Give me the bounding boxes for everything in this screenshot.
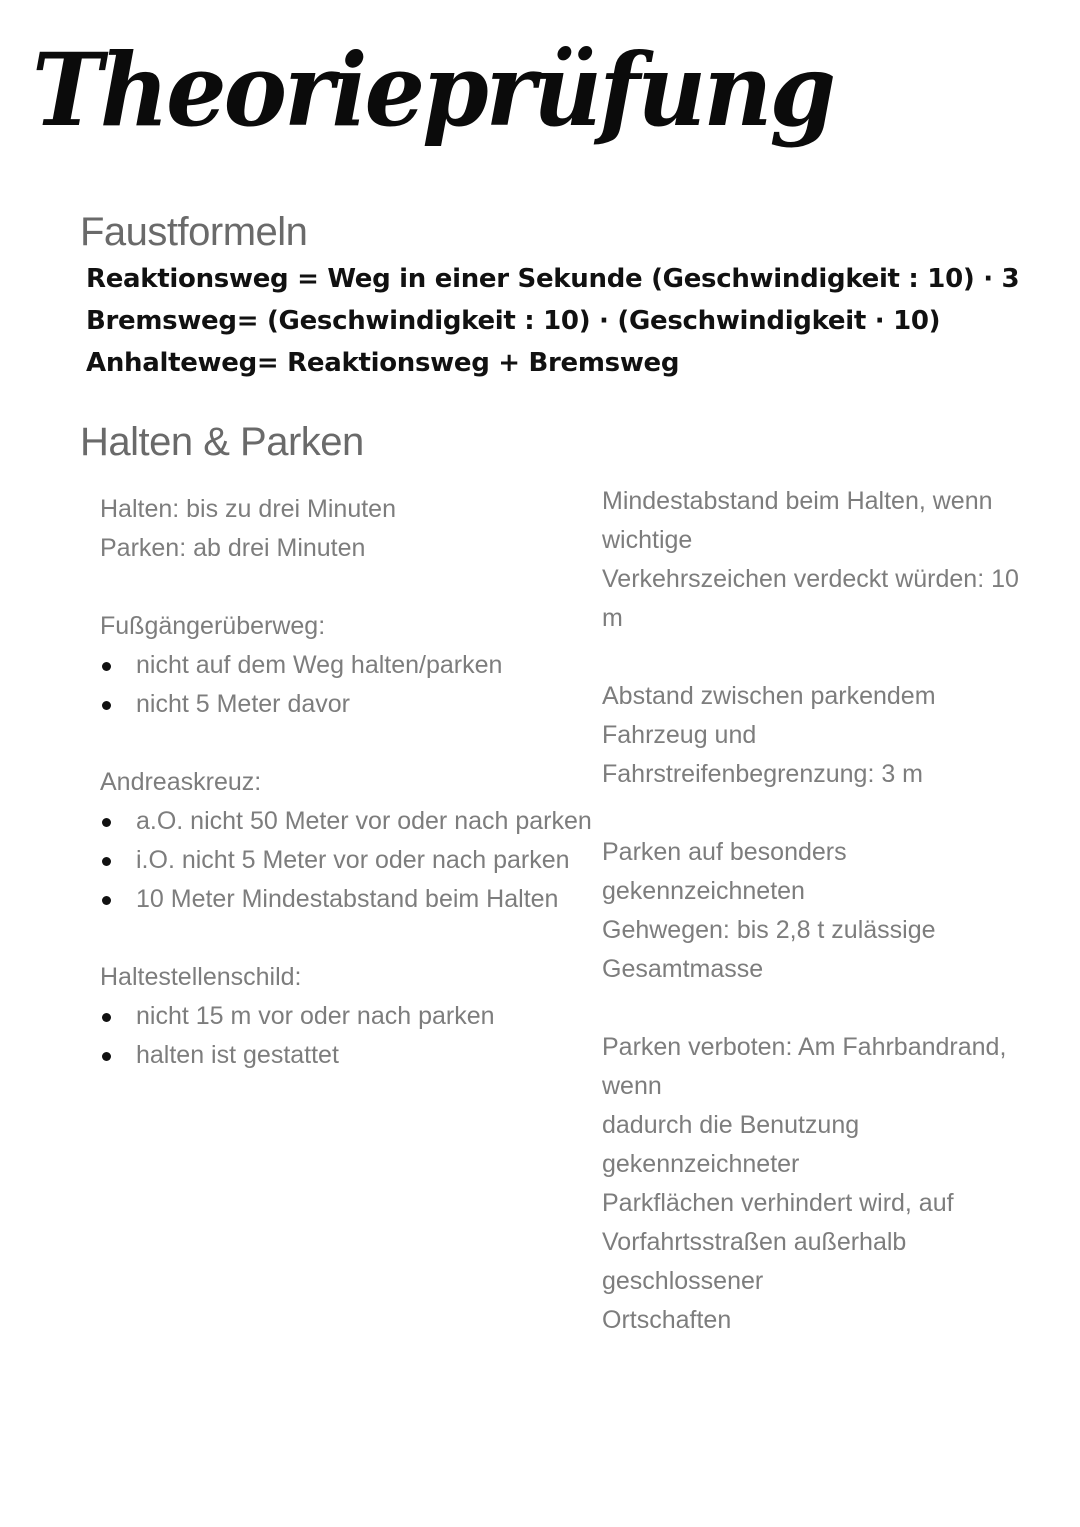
bullet-icon — [102, 1013, 111, 1022]
abstand-block — [602, 677, 1032, 794]
list-item-text: nicht auf dem Weg halten/parken — [136, 651, 503, 679]
text-line: Parken verboten: Am Fahrbandrand, wenn — [602, 1033, 1007, 1100]
section-heading-halten-parken: Halten & Parken — [80, 420, 364, 464]
list-item — [100, 841, 570, 880]
list-item-text: i.O. nicht 5 Meter vor oder nach parken — [136, 846, 570, 874]
definition-parken: Parken: ab drei Minuten — [100, 534, 366, 562]
list-item-text: nicht 5 Meter davor — [136, 690, 350, 718]
list-item-text: a.O. nicht 50 Meter vor oder nach parken — [136, 807, 592, 835]
list-item — [100, 1036, 540, 1075]
list-item — [100, 646, 540, 685]
formula-reaktionsweg: Reaktionsweg = Weg in einer Sekunde (Geschwindigkeit : 10) · 3 — [86, 264, 1020, 294]
fussgaenger-block — [100, 607, 540, 724]
text-line: Gehwegen: bis 2,8 t zulässige Gesamtmasse — [602, 916, 936, 983]
haltestelle-list — [100, 997, 540, 1075]
parken-verboten-block — [602, 1028, 1032, 1340]
text-line: Verkehrszeichen verdeckt würden: 10 m — [602, 565, 1019, 632]
list-item-text: 10 Meter Mindestabstand beim Halten — [136, 885, 559, 913]
bullet-icon — [102, 857, 111, 866]
definition-halten: Halten: bis zu drei Minuten — [100, 495, 396, 523]
bullet-icon — [102, 662, 111, 671]
bullet-icon — [102, 701, 111, 710]
formula-list — [86, 258, 1019, 384]
formula-bremsweg: Bremsweg= (Geschwindigkeit : 10) · (Geschwindigkeit · 10) — [86, 306, 941, 336]
list-item-text: nicht 15 m vor oder nach parken — [136, 1002, 495, 1030]
text-line: Fahrstreifenbegrenzung: 3 m — [602, 760, 924, 788]
right-column — [602, 482, 1032, 1379]
list-item — [100, 880, 559, 919]
left-column — [100, 490, 592, 1114]
bullet-icon — [102, 1052, 111, 1061]
fussgaenger-label: Fußgängerüberweg: — [100, 612, 326, 640]
andreaskreuz-label: Andreaskreuz: — [100, 768, 262, 796]
list-item-text: halten ist gestattet — [136, 1041, 339, 1069]
formula-anhalteweg: Anhalteweg= Reaktionsweg + Bremsweg — [86, 348, 680, 378]
bullet-icon — [102, 818, 111, 827]
section-heading-faustformeln: Faustformeln — [80, 210, 308, 254]
text-line: Mindestabstand beim Halten, wenn wichtige — [602, 487, 993, 554]
page-title: Theorieprüfung — [32, 31, 834, 149]
mindestabstand-block — [602, 482, 1032, 638]
andreaskreuz-list — [100, 802, 592, 919]
list-item — [100, 802, 592, 841]
text-line: Vorfahrtsstraßen außerhalb geschlossener — [602, 1228, 907, 1295]
list-item — [100, 997, 540, 1036]
gehwege-block — [602, 833, 1032, 989]
text-line: Abstand zwischen parkendem Fahrzeug und — [602, 682, 936, 749]
text-line: Parkflächen verhindert wird, auf — [602, 1189, 954, 1217]
andreaskreuz-block — [100, 763, 592, 919]
text-line: Ortschaften — [602, 1306, 732, 1334]
list-item — [100, 685, 540, 724]
bullet-icon — [102, 896, 111, 905]
definitions-block — [100, 490, 540, 568]
haltestelle-label: Haltestellenschild: — [100, 963, 302, 991]
text-line: Parken auf besonders gekennzeichneten — [602, 838, 847, 905]
text-line: dadurch die Benutzung gekennzeichneter — [602, 1111, 860, 1178]
haltestelle-block — [100, 958, 540, 1075]
fussgaenger-list — [100, 646, 540, 724]
